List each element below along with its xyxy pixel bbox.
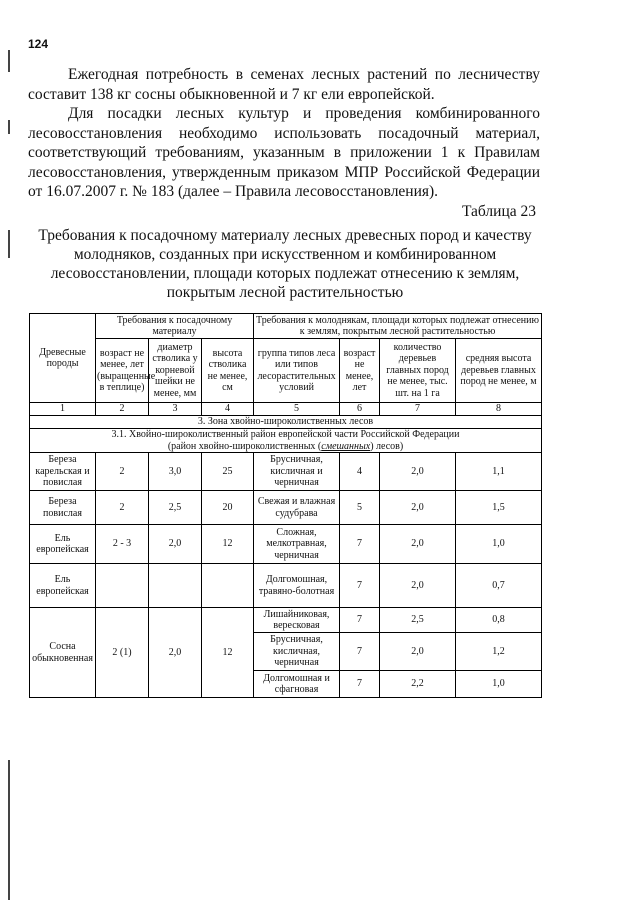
cell-count: 2,0 <box>380 564 456 608</box>
cell-count: 2,5 <box>380 608 456 633</box>
table-label: Таблица 23 <box>461 203 536 220</box>
col-number: 8 <box>456 403 542 416</box>
cell-diameter: 2,0 <box>149 608 202 698</box>
cell-age: 2 (1) <box>96 608 149 698</box>
cell-avg-height: 1,0 <box>456 525 542 564</box>
region-line-2a: (район хвойно-широколиственных ( <box>167 440 322 452</box>
header-planting-material: Требования к посадочному материалу <box>96 314 254 339</box>
cell-avg-height: 1,0 <box>456 671 542 698</box>
cell-age2: 7 <box>340 608 380 633</box>
margin-mark <box>8 120 10 134</box>
requirements-table <box>29 313 542 698</box>
cell-species: Сосна обыкновенная <box>30 608 96 698</box>
header-species: Древесные породы <box>30 314 96 403</box>
cell-count: 2,0 <box>380 491 456 525</box>
cell-forest-type: Брусничная, кисличная, черничная <box>254 633 340 671</box>
zone-row: 3. Зона хвойно-широколиственных лесов <box>30 416 542 429</box>
cell-age2: 7 <box>340 671 380 698</box>
cell-age2: 7 <box>340 633 380 671</box>
table-row <box>30 491 542 525</box>
col-number: 3 <box>149 403 202 416</box>
cell-forest-type: Сложная, мелкотравная, черничная <box>254 525 340 564</box>
header-avg-height: средняя высота деревьев главных пород не менее, м <box>456 339 542 403</box>
cell-diameter: 2,5 <box>149 491 202 525</box>
table-row <box>30 608 542 633</box>
cell-height: 12 <box>202 525 254 564</box>
cell-age <box>96 564 149 608</box>
header-age2: возраст не менее, лет <box>340 339 380 403</box>
cell-age2: 7 <box>340 525 380 564</box>
cell-height: 20 <box>202 491 254 525</box>
cell-count: 2,0 <box>380 633 456 671</box>
cell-count: 2,0 <box>380 525 456 564</box>
table-row <box>30 525 542 564</box>
col-number: 2 <box>96 403 149 416</box>
cell-height: 12 <box>202 608 254 698</box>
page-number: 124 <box>28 37 49 51</box>
margin-mark <box>8 760 10 900</box>
header-height: высота стволика не менее, см <box>202 339 254 403</box>
cell-avg-height: 1,5 <box>456 491 542 525</box>
region-line-1: 3.1. Хвойно-широколиственный район европейской части Российской Федерации <box>111 429 460 440</box>
col-number: 1 <box>30 403 96 416</box>
cell-count: 2,0 <box>380 453 456 491</box>
region-row <box>30 429 542 453</box>
cell-forest-type: Долгомошная, травяно-болотная <box>254 564 340 608</box>
paragraph-1-text: Ежегодная потребность в семенах лесных растений по лесничеству составит 138 кг сосны обыкновенной и 7 кг ели европейской. <box>28 66 540 103</box>
region-line-2b: смешанных <box>321 440 371 452</box>
cell-species: Ель европейская <box>30 564 96 608</box>
cell-species: Ель европейская <box>30 525 96 564</box>
cell-age2: 4 <box>340 453 380 491</box>
table-row <box>30 564 542 608</box>
header-age: возраст не менее, лет (выращенные в теплице) <box>96 339 149 403</box>
table-row <box>30 453 542 491</box>
cell-forest-type: Лишайниковая, вересковая <box>254 608 340 633</box>
header-count: количество деревьев главных пород не менее, тыс. шт. на 1 га <box>380 339 456 403</box>
cell-species: Береза повислая <box>30 491 96 525</box>
cell-diameter: 3,0 <box>149 453 202 491</box>
cell-avg-height: 0,8 <box>456 608 542 633</box>
cell-forest-type: Долгомошная и сфагновая <box>254 671 340 698</box>
col-number: 7 <box>380 403 456 416</box>
margin-mark <box>8 50 10 72</box>
col-number: 5 <box>254 403 340 416</box>
col-number: 4 <box>202 403 254 416</box>
cell-avg-height: 0,7 <box>456 564 542 608</box>
cell-species: Береза карельская и повислая <box>30 453 96 491</box>
col-number: 6 <box>340 403 380 416</box>
paragraph-2 <box>28 104 540 202</box>
cell-avg-height: 1,2 <box>456 633 542 671</box>
table-title: Требования к посадочному материалу лесных древесных пород и качеству молодняков, созданных при искусственном и комбинированном лесовосстановлении, площади которых подлежат отнесению к землям, покрытым лесной растительностью <box>38 227 532 301</box>
column-numbers-row <box>30 403 542 416</box>
header-diameter: диаметр стволика у корневой шейки не менее, мм <box>149 339 202 403</box>
paragraph-1 <box>28 65 540 104</box>
cell-age: 2 <box>96 453 149 491</box>
header-forest-type: группа типов леса или типов лесорастительных условий <box>254 339 340 403</box>
cell-height <box>202 564 254 608</box>
cell-forest-type: Брусничная, кисличная и черничная <box>254 453 340 491</box>
margin-mark <box>8 230 10 258</box>
cell-age: 2 - 3 <box>96 525 149 564</box>
header-young-stands: Требования к молоднякам, площади которых подлежат отнесению к землям, покрытым лесной растительностью <box>254 314 542 339</box>
cell-age2: 5 <box>340 491 380 525</box>
cell-avg-height: 1,1 <box>456 453 542 491</box>
cell-forest-type: Свежая и влажная судубрава <box>254 491 340 525</box>
cell-diameter: 2,0 <box>149 525 202 564</box>
region-line-2c: ) лесов) <box>370 440 404 452</box>
cell-age: 2 <box>96 491 149 525</box>
paragraph-2-text: Для посадки лесных культур и проведения комбинированного лесовосстановления необходимо использовать посадочный материал, соответствующий требованиям, указанным в приложении 1 к Правилам лесовосстановления, утвержденным приказом МПР Российской Федерации от 16.07.2007 г. № 183 (далее – Правила лесовосстановления). <box>28 105 540 200</box>
cell-age2: 7 <box>340 564 380 608</box>
cell-diameter <box>149 564 202 608</box>
cell-height: 25 <box>202 453 254 491</box>
cell-count: 2,2 <box>380 671 456 698</box>
